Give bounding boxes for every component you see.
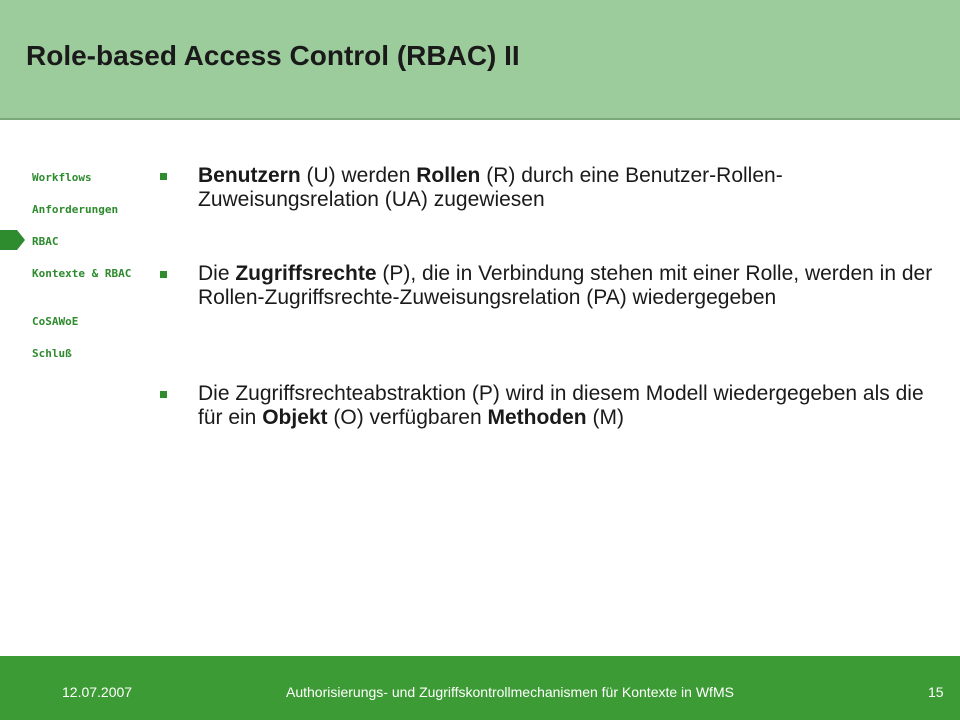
bullet-text bbox=[198, 164, 938, 212]
bullet-text-segment: Die Zugriffsrechteabstraktion (P) wird in diesem Modell wiedergegeben als die für ein bbox=[198, 382, 924, 429]
bullet-square-icon bbox=[160, 391, 167, 398]
bullet-text-bold: Rollen bbox=[416, 164, 481, 187]
bullet-text bbox=[198, 262, 938, 310]
bullet-text-bold: Methoden bbox=[487, 406, 587, 429]
sidebar-item-schluss[interactable]: Schluß bbox=[32, 347, 72, 360]
bullet-text-bold: Objekt bbox=[262, 406, 328, 429]
bullet-text-bold: Zugriffsrechte bbox=[235, 262, 377, 285]
sidebar-item-workflows[interactable]: Workflows bbox=[32, 171, 92, 184]
bullet-text bbox=[198, 382, 938, 430]
sidebar-item-rbac[interactable]: RBAC bbox=[32, 235, 59, 248]
bullet-text-segment: (P), die in Verbindung stehen mit einer Rolle, werden in der Rollen-Zugriffsrechte-Zuweisungsrelation (PA) wiedergegeben bbox=[198, 262, 933, 309]
bullet-text-segment: (O) verfügbaren bbox=[327, 406, 488, 429]
slide-title: Role-based Access Control (RBAC) II bbox=[26, 40, 520, 71]
footer-date: 12.07.2007 bbox=[62, 684, 133, 700]
bullet-square-icon bbox=[160, 271, 167, 278]
sidebar-item-anforderungen[interactable]: Anforderungen bbox=[32, 203, 119, 216]
bullet-text-segment: (M) bbox=[586, 406, 624, 429]
bullet-text-segment: Die bbox=[198, 262, 236, 285]
footer-title: Authorisierungs- und Zugriffskontrollmechanismen für Kontexte in WfMS bbox=[286, 684, 734, 700]
bullet-text-segment: (R) durch eine Benutzer-Rollen-Zuweisungsrelation (UA) zugewiesen bbox=[198, 164, 783, 211]
header-divider bbox=[0, 118, 960, 120]
bullet-text-bold: Benutzern bbox=[198, 164, 301, 187]
page-number: 15 bbox=[928, 684, 944, 700]
bullet-square-icon bbox=[160, 173, 167, 180]
sidebar-item-kontexte-rbac[interactable]: Kontexte & RBAC bbox=[32, 267, 132, 280]
bullet-text-segment: (U) werden bbox=[300, 164, 417, 187]
sidebar-item-cosawoe[interactable]: CoSAWoE bbox=[32, 315, 79, 328]
